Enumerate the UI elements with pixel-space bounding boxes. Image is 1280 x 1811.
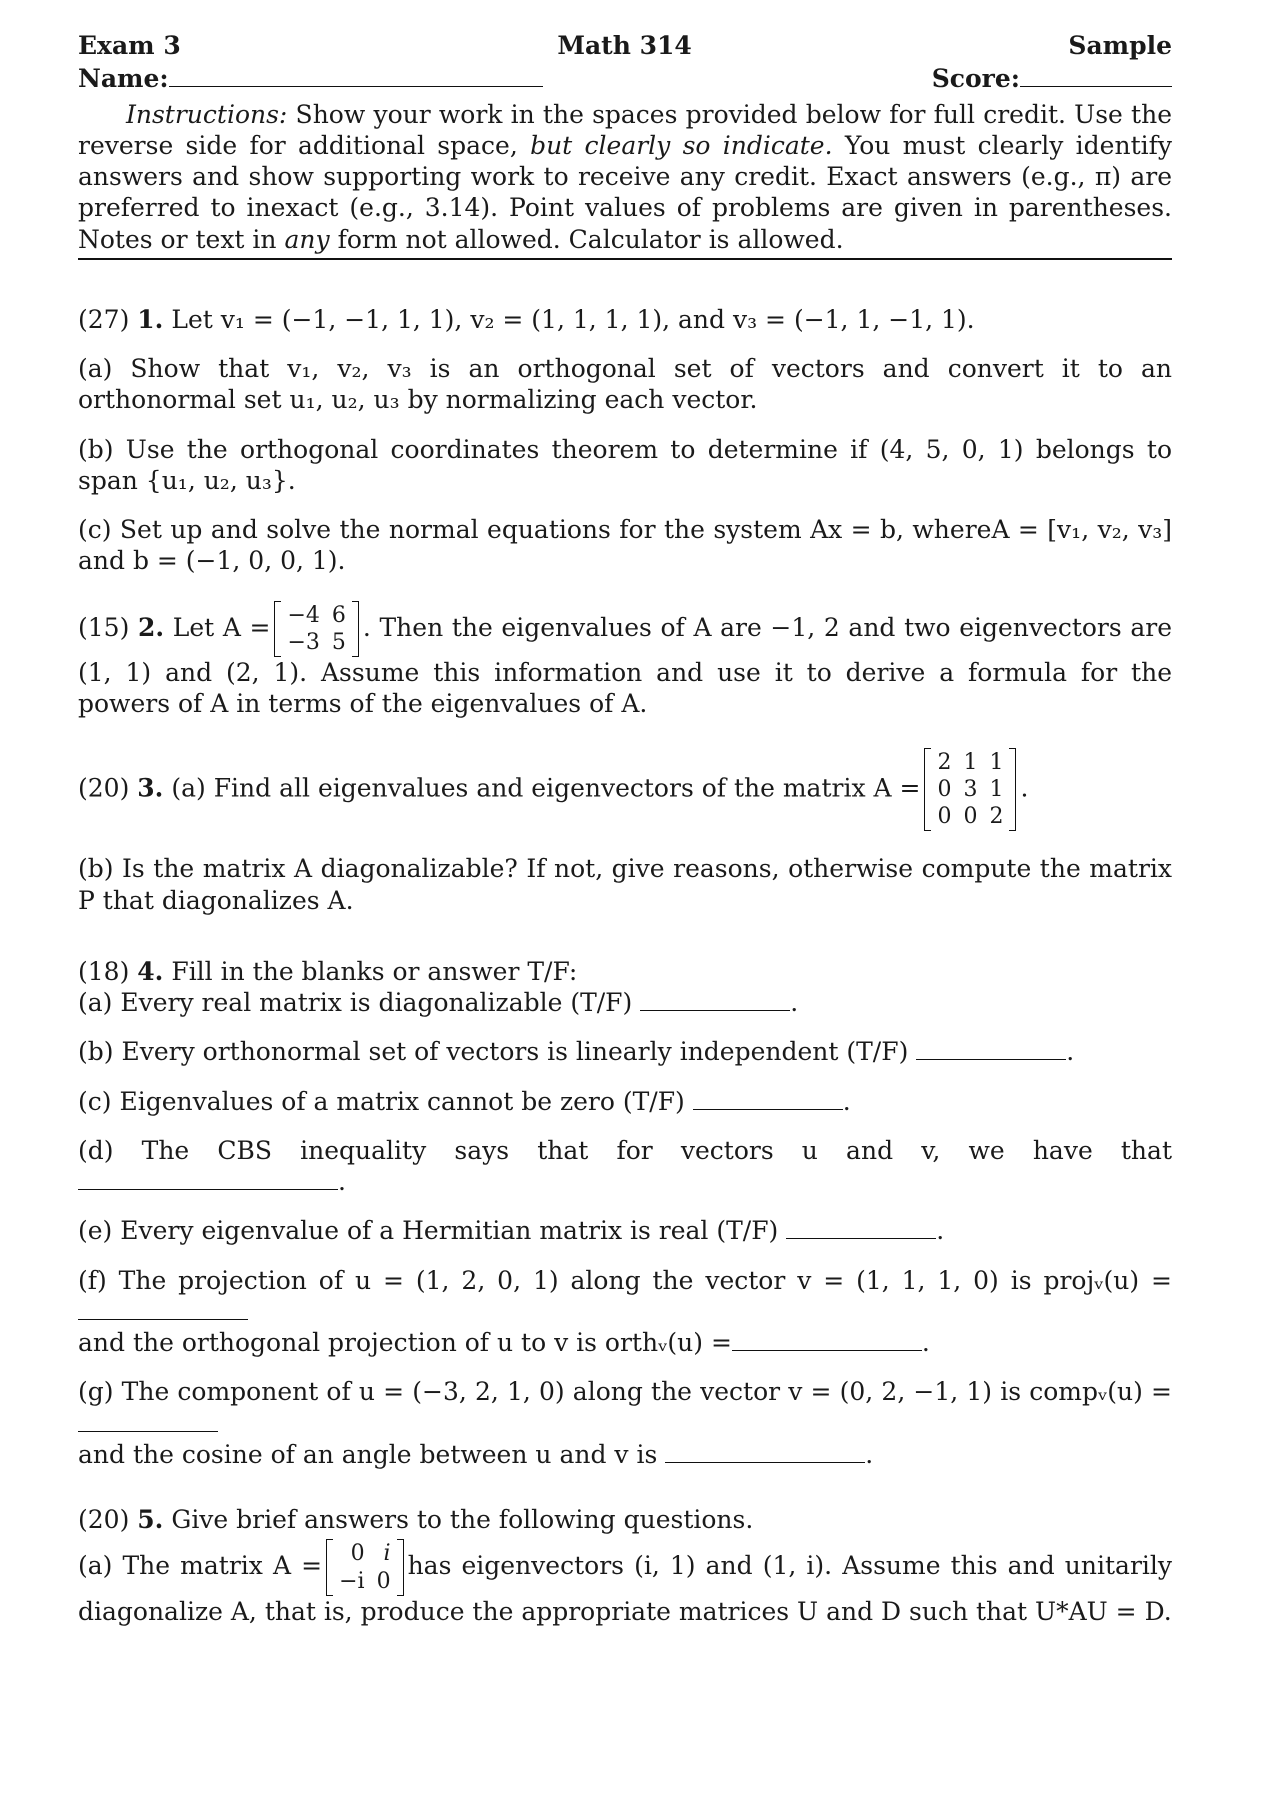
matrix-entry: 1 xyxy=(989,749,1004,775)
problem-4g-text-2: and the cosine of an angle between u and v is xyxy=(78,1439,658,1469)
answer-blank-4g-cos[interactable] xyxy=(665,1442,865,1463)
matrix-2x2 xyxy=(274,601,358,658)
problem-2-points: (15) xyxy=(78,612,130,642)
name-blank[interactable] xyxy=(169,66,543,87)
name-label: Name: xyxy=(78,64,169,94)
problem-3-points: (20) xyxy=(78,773,130,803)
problem-5 xyxy=(78,1504,1172,1627)
matrix-entry: i xyxy=(383,1541,391,1567)
exam-title: Exam 3 xyxy=(78,31,181,60)
problem-4-stem xyxy=(78,956,1172,987)
problem-4 xyxy=(78,956,1172,1470)
problem-4a-text: (a) Every real matrix is diagonalizable (T/F) xyxy=(78,988,633,1018)
answer-blank-4c[interactable] xyxy=(693,1089,843,1110)
problem-4d-text: (d) The CBS inequality says that for vectors u and v, we have that xyxy=(78,1135,1172,1165)
header-row xyxy=(78,30,1172,61)
problem-5-number: 5. xyxy=(137,1505,164,1535)
instructions-lead: Instructions: xyxy=(126,99,288,129)
problem-1 xyxy=(78,304,1172,577)
score-blank[interactable] xyxy=(1020,66,1172,87)
instructions-emphasis-1: but clearly so indicate. xyxy=(530,130,833,160)
period: . xyxy=(865,1439,874,1469)
problem-5-stem xyxy=(78,1504,1172,1535)
problem-4c-text: (c) Eigenvalues of a matrix cannot be zero (T/F) xyxy=(78,1086,685,1116)
answer-blank-4f-proj[interactable] xyxy=(78,1299,248,1320)
instructions-text-1: Show your work in the spaces provided below for full credit. Use the reverse side for additional space, xyxy=(78,99,1172,160)
instructions-emphasis-2: any xyxy=(284,224,330,254)
problem-2-stem xyxy=(78,601,1172,720)
close-bracket xyxy=(352,601,359,658)
matrix-grid xyxy=(931,748,1009,832)
problem-1-number: 1. xyxy=(137,304,164,334)
problem-4f xyxy=(78,1265,1172,1359)
problem-5-points: (20) xyxy=(78,1505,130,1535)
problem-4b-text: (b) Every orthonormal set of vectors is linearly independent (T/F) xyxy=(78,1037,909,1067)
problem-4-text: Fill in the blanks or answer T/F: xyxy=(171,956,578,986)
instructions xyxy=(78,99,1172,260)
problem-4d xyxy=(78,1135,1172,1198)
matrix-entry: 0 xyxy=(937,804,952,830)
problem-4e-text: (e) Every eigenvalue of a Hermitian matrix is real (T/F) xyxy=(78,1216,779,1246)
answer-blank-4e[interactable] xyxy=(786,1218,936,1239)
answer-blank-4f-orth[interactable] xyxy=(732,1330,922,1351)
answer-blank-4d[interactable] xyxy=(78,1169,338,1190)
problem-2-pre: Let A = xyxy=(172,612,271,642)
answer-blank-4g-comp[interactable] xyxy=(78,1411,218,1432)
problem-4f-text-2: and the orthogonal projection of u to v is orthᵥ(u) = xyxy=(78,1328,732,1358)
problem-3-number: 3. xyxy=(137,773,164,803)
instructions-text-2: You must clearly identify answers and show supporting work to receive any credit. Exact answers (e.g., π) are preferred to inexact (e.g., 3.14). Point values of problems are given in parentheses. Notes or text in xyxy=(78,130,1172,254)
open-bracket xyxy=(274,601,281,658)
matrix-2x2-complex xyxy=(326,1539,403,1596)
instructions-text-3: form not allowed. Calculator is allowed. xyxy=(329,224,844,254)
matrix-entry: 0 xyxy=(963,804,978,830)
problem-4a xyxy=(78,987,1172,1018)
problem-1b: (b) Use the orthogonal coordinates theorem to determine if (4, 5, 0, 1) belongs to span {u₁, u₂, u₃}. xyxy=(78,434,1172,495)
matrix-entry: 1 xyxy=(963,749,978,775)
problem-1-text: Let v₁ = (−1, −1, 1, 1), v₂ = (1, 1, 1, 1), and v₃ = (−1, 1, −1, 1). xyxy=(171,304,975,334)
matrix-entry: 2 xyxy=(989,804,1004,830)
problem-3-stem xyxy=(78,748,1172,832)
problem-4-number: 4. xyxy=(137,956,164,986)
course-title: Math 314 xyxy=(557,31,692,60)
period: . xyxy=(790,988,799,1018)
close-bracket xyxy=(1009,748,1016,832)
problem-4f-text-1: (f) The projection of u = (1, 2, 0, 1) along the vector v = (1, 1, 1, 0) is projᵥ(u) = xyxy=(78,1265,1172,1295)
problem-3-pre: (a) Find all eigenvalues and eigenvectors of the matrix A = xyxy=(171,773,921,803)
matrix-grid xyxy=(281,601,351,658)
answer-blank-4a[interactable] xyxy=(640,990,790,1011)
problem-5a-pre: (a) The matrix A = xyxy=(78,1551,323,1581)
open-bracket xyxy=(326,1539,333,1596)
problem-5a-text: has eigenvectors (i, 1) and (1, i). Assume this and unitarily diagonalize A, that is, produce the appropriate matrices U and D such that U*AU = D. xyxy=(78,1551,1173,1627)
score-field[interactable] xyxy=(932,63,1172,94)
problem-1c: (c) Set up and solve the normal equations for the system Ax = b, whereA = [v₁, v₂, v₃] and b = (−1, 0, 0, 1). xyxy=(78,515,1172,576)
period: . xyxy=(936,1216,945,1246)
problem-1-points: (27) xyxy=(78,304,130,334)
problem-3 xyxy=(78,748,1172,916)
problem-3-period: . xyxy=(1020,773,1029,803)
problem-4e xyxy=(78,1215,1172,1246)
period: . xyxy=(1066,1037,1075,1067)
matrix-entry: 2 xyxy=(937,749,952,775)
close-bracket xyxy=(397,1539,404,1596)
problem-4b xyxy=(78,1036,1172,1067)
problem-1a: (a) Show that v₁, v₂, v₃ is an orthogonal set of vectors and convert it to an orthonormal set u₁, u₂, u₃ by normalizing each vector. xyxy=(78,354,1172,415)
matrix-entry: 0 xyxy=(376,1568,391,1594)
problem-4g-text-1: (g) The component of u = (−3, 2, 1, 0) along the vector v = (0, 2, −1, 1) is compᵥ(u) = xyxy=(78,1377,1172,1407)
exam-page xyxy=(78,30,1172,1627)
problem-2 xyxy=(78,601,1172,720)
name-field[interactable] xyxy=(78,63,543,94)
name-score-row xyxy=(78,63,1172,94)
problem-4-points: (18) xyxy=(78,956,130,986)
problem-5-text: Give brief answers to the following questions. xyxy=(171,1505,754,1535)
matrix-3x3 xyxy=(924,748,1016,832)
matrix-entry: 0 xyxy=(937,776,952,802)
period: . xyxy=(842,1086,851,1116)
period: . xyxy=(338,1167,346,1197)
problem-2-number: 2. xyxy=(137,612,165,642)
score-label: Score: xyxy=(931,64,1020,94)
matrix-entry: −3 xyxy=(287,629,320,655)
open-bracket xyxy=(924,748,931,832)
answer-blank-4b[interactable] xyxy=(916,1039,1066,1060)
problem-2-text: . Then the eigenvalues of A are −1, 2 and two eigenvectors are (1, 1) and (2, 1). Assume this information and use it to derive a formula for the powers of A in terms of the eigenvalues of A. xyxy=(78,612,1172,719)
matrix-entry: 5 xyxy=(331,629,346,655)
problem-1-stem xyxy=(78,304,1172,335)
problem-4c xyxy=(78,1086,1172,1117)
matrix-entry: −4 xyxy=(287,602,320,628)
matrix-grid xyxy=(333,1539,396,1596)
problem-5a xyxy=(78,1539,1172,1627)
period: . xyxy=(921,1328,930,1358)
exam-kind: Sample xyxy=(1068,31,1172,60)
matrix-entry: 1 xyxy=(989,776,1004,802)
matrix-entry: 3 xyxy=(963,776,978,802)
problem-4g xyxy=(78,1376,1172,1470)
matrix-entry: 0 xyxy=(350,1541,365,1567)
matrix-entry: −i xyxy=(339,1568,365,1594)
problem-3b: (b) Is the matrix A diagonalizable? If not, give reasons, otherwise compute the matrix P that diagonalizes A. xyxy=(78,854,1172,915)
matrix-entry: 6 xyxy=(331,602,346,628)
